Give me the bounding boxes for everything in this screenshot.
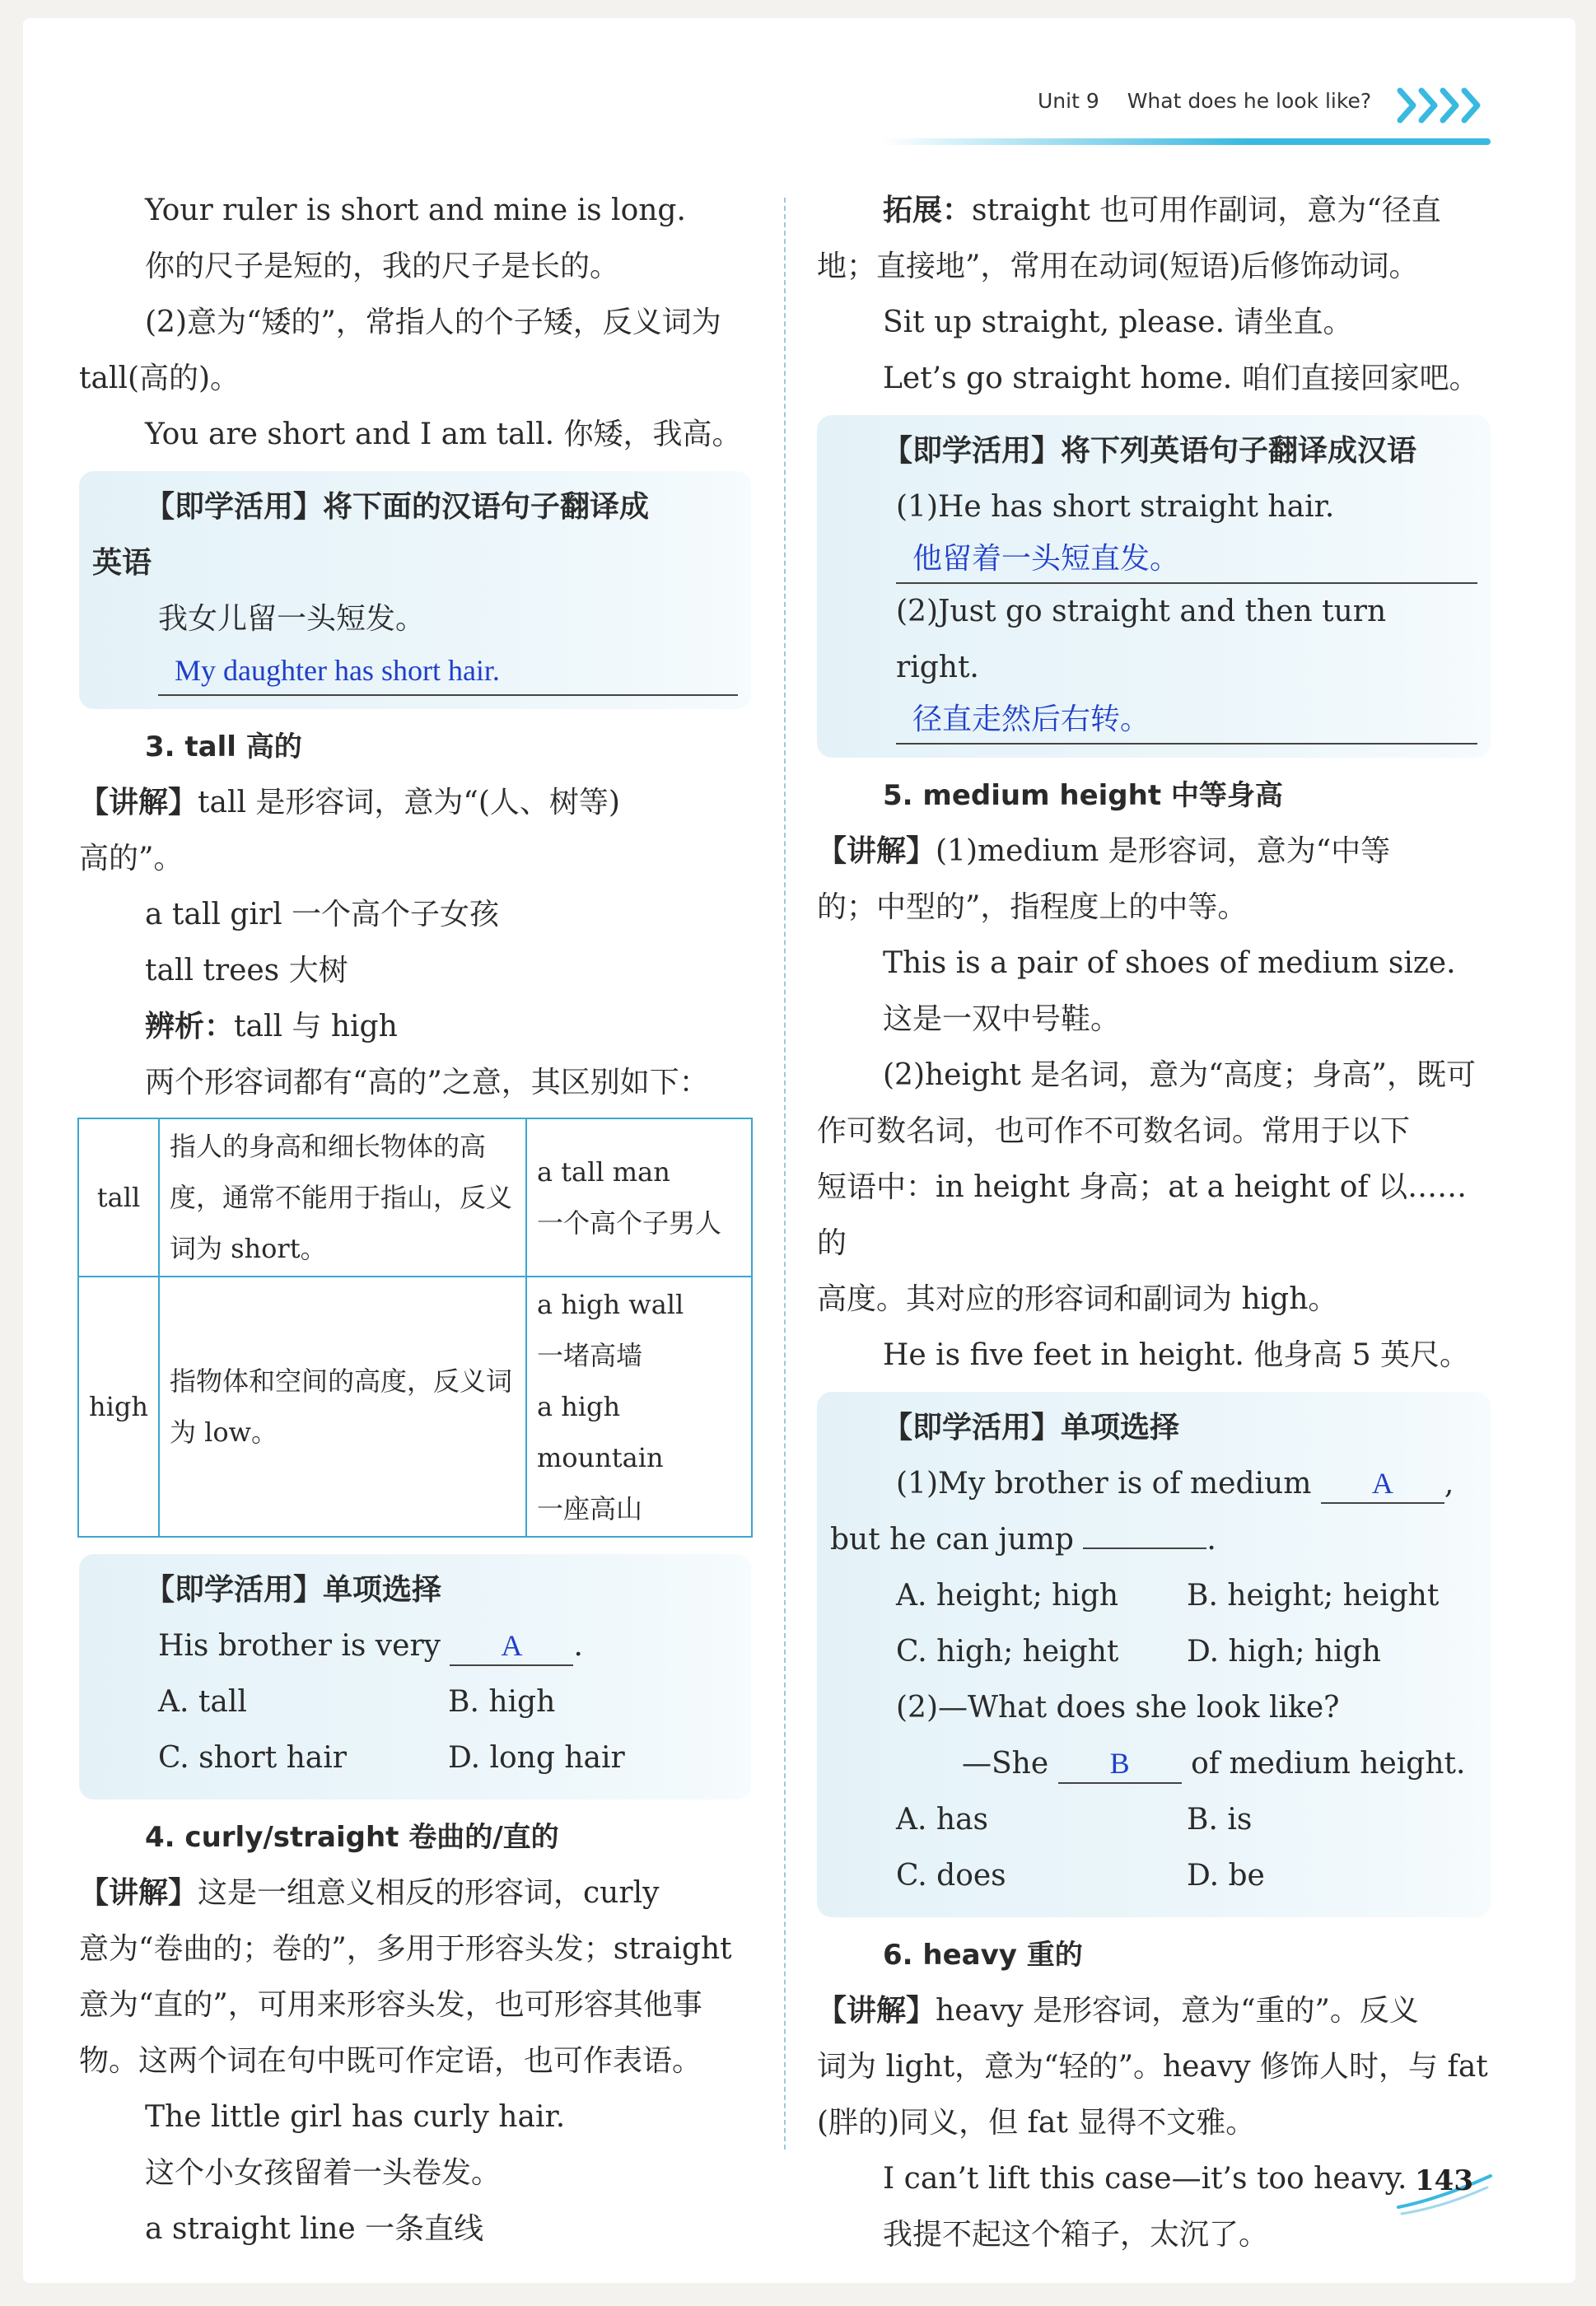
question-text: of medium height. [1191, 1747, 1466, 1781]
text-line [79, 999, 751, 1055]
option: B. height; height [1187, 1579, 1440, 1613]
text-line: 物。这两个词在句中既可作定语，也可作表语。 [79, 2044, 702, 2078]
answer-line [158, 647, 738, 696]
text-line: 词为 light，意为“轻的”。heavy 修饰人时，与 fat [817, 2050, 1488, 2084]
page-number: 143 [1415, 2164, 1473, 2197]
text-line [79, 775, 751, 831]
option: D. long hair [448, 1741, 625, 1775]
column-divider [784, 198, 786, 2150]
answer-text: My daughter has short hair. [175, 654, 500, 687]
text-line: (2)height 是名词，意为“高度；身高”，既可 [883, 1058, 1476, 1092]
text-line: (2)意为“矮的”，常指人的个子矮，反义词为 [145, 306, 721, 339]
question: (2)—What does she look like? [896, 1691, 1340, 1725]
option: B. high [448, 1685, 556, 1719]
example: 一堵高墙 [536, 1340, 642, 1371]
example: The little girl has curly hair. [145, 2100, 566, 2134]
question: His brother is very A . [92, 1618, 738, 1674]
label-analysis: 辨析： [145, 1010, 235, 1043]
example: 这是一双中号鞋。 [883, 1002, 1121, 1036]
example: tall trees 大树 [145, 954, 348, 987]
text-line: Your ruler is short and mine is long. [145, 194, 686, 227]
question: (1)My brother is of medium A , [830, 1456, 1477, 1512]
text-line: 作可数名词，也可作不可数名词。常用于以下 [817, 1114, 1411, 1148]
text-line: 你的尺子是短的，我的尺子是长的。 [145, 250, 620, 283]
text-line: 意为“直的”，可用来形容头发，也可形容其他事 [79, 1988, 702, 2022]
practice-box-choice [79, 1554, 751, 1800]
chevron-arrows-icon [1393, 81, 1492, 130]
left-column [79, 183, 751, 2257]
example: 一个高个子男人 [536, 1207, 721, 1239]
comparison-table [77, 1118, 753, 1538]
text-line: 高度。其对应的形容词和副词为 high。 [817, 1282, 1338, 1316]
question: (1)He has short straight hair. [896, 490, 1335, 524]
table-cell-word: tall [78, 1118, 159, 1277]
practice-box-translate [817, 415, 1491, 758]
option: C. does [896, 1859, 1006, 1893]
text-line [817, 824, 1491, 880]
question-text: —She [962, 1747, 1049, 1781]
table-cell-examples [526, 1277, 752, 1537]
table-cell-desc: 指人的身高和细长物体的高度，通常不能用于指山，反义词为 short。 [159, 1118, 526, 1277]
option: D. be [1187, 1859, 1265, 1893]
answer-line [896, 696, 1477, 745]
example: 我提不起这个箱子，太沉了。 [883, 2218, 1269, 2252]
question: (2)Just go straight and then turn right. [896, 595, 1387, 684]
section-title: 6. heavy 重的 [883, 1939, 1083, 1972]
option: A. height; high [896, 1579, 1119, 1613]
text-line [817, 1983, 1491, 2039]
practice-box-translate [79, 471, 751, 709]
option: C. short hair [158, 1741, 347, 1775]
example: a tall man [536, 1156, 670, 1188]
question-text: His brother is very [158, 1629, 441, 1663]
question-cont: but he can jump . [830, 1523, 1216, 1557]
answer-blank [450, 1627, 573, 1666]
answer-text: B [1109, 1747, 1130, 1780]
example: a straight line 一条直线 [145, 2212, 484, 2246]
box-title: 【即学活用】将下列英语句子翻译成汉语 [883, 434, 1417, 468]
answer-text: A [1371, 1467, 1393, 1500]
label-extension: 拓展： [883, 194, 973, 227]
label-explain: 【讲解】 [817, 1994, 936, 2028]
option: D. high; high [1187, 1635, 1381, 1669]
text-line: 意为“卷曲的；卷的”，多用于形容头发；straight [79, 1932, 732, 1966]
options [830, 1792, 1477, 1904]
text-line: 地；直接地”，常用在动词(短语)后修饰动词。 [817, 250, 1419, 283]
text-line: tall(高的)。 [79, 362, 240, 395]
table-cell-word: high [78, 1277, 159, 1537]
answer-text: 他留着一头短直发。 [912, 542, 1180, 575]
options [830, 1568, 1477, 1680]
text-line: You are short and I am tall. 你矮，我高。 [145, 418, 742, 451]
option: C. high; height [896, 1635, 1119, 1669]
section-title: 3. tall 高的 [145, 731, 302, 763]
example: 这个小女孩留着一头卷发。 [145, 2156, 502, 2190]
unit-label: Unit 9 [1038, 89, 1099, 113]
box-title: 【即学活用】将下面的汉语句子翻译成 [145, 490, 650, 524]
question-text: but he can jump [830, 1523, 1074, 1557]
answer-blank [1058, 1745, 1182, 1784]
example: Sit up straight, please. 请坐直。 [883, 306, 1353, 339]
question-cont [830, 1736, 1477, 1792]
text-line: (胖的)同义，但 fat 显得不文雅。 [817, 2106, 1256, 2140]
running-header [1038, 89, 1371, 113]
unit-title: What does he look like? [1127, 89, 1372, 113]
example: He is five feet in height. 他身高 5 英尺。 [883, 1338, 1470, 1372]
example: Let’s go straight home. 咱们直接回家吧。 [883, 362, 1479, 395]
text: tall 是形容词，意为“(人、树等) [198, 786, 620, 819]
example: This is a pair of shoes of medium size. [883, 946, 1456, 980]
question: 我女儿留一头短发。 [158, 602, 426, 636]
table-row [78, 1118, 752, 1277]
text: 这是一组意义相反的形容词，curly [198, 1876, 660, 1910]
text: tall 与 high [234, 1010, 398, 1043]
table-cell-examples [526, 1118, 752, 1277]
answer-text: 径直走然后右转。 [912, 703, 1150, 735]
header-rule [881, 138, 1491, 145]
text-line: 的；中型的”，指程度上的中等。 [817, 890, 1248, 924]
label-explain: 【讲解】 [79, 1876, 198, 1910]
text-line [79, 1865, 751, 1921]
options [92, 1674, 738, 1786]
right-column [817, 183, 1491, 2263]
text: straight 也可用作副词，意为“径直 [972, 194, 1441, 227]
answer-blank [1321, 1465, 1444, 1504]
answer-text: A [501, 1629, 523, 1662]
section-title: 5. medium height 中等身高 [883, 779, 1283, 812]
option: B. is [1187, 1803, 1253, 1837]
example: a tall girl 一个高个子女孩 [145, 898, 500, 931]
question-text: (1)My brother is of medium [896, 1467, 1312, 1501]
practice-box-choice [817, 1392, 1491, 1917]
label-explain: 【讲解】 [817, 834, 936, 868]
example: I can’t lift this case—it’s too heavy. [883, 2162, 1407, 2196]
option: A. tall [158, 1685, 247, 1719]
option: A. has [896, 1803, 989, 1837]
text-line: 两个形容词都有“高的”之意，其区别如下： [145, 1066, 709, 1099]
text-line [817, 183, 1491, 239]
text-line: 高的”。 [79, 842, 184, 875]
table-cell-desc: 指物体和空间的高度，反义词为 low。 [159, 1277, 526, 1537]
example: a high mountain [536, 1391, 664, 1473]
example: a high wall [536, 1289, 684, 1320]
box-title: 【即学活用】单项选择 [145, 1573, 442, 1607]
section-title: 4. curly/straight 卷曲的/直的 [145, 1821, 559, 1854]
text: (1)medium 是形容词，意为“中等 [936, 834, 1391, 868]
example: 一座高山 [536, 1493, 642, 1524]
text: heavy 是形容词，意为“重的”。反义 [936, 1994, 1419, 2028]
answer-blank [1083, 1547, 1206, 1549]
box-title-cont: 英语 [92, 546, 152, 580]
table-row [78, 1277, 752, 1537]
answer-line [896, 535, 1477, 584]
text-line: 短语中：in height 身高；at a height of 以……的 [817, 1170, 1468, 1260]
box-title: 【即学活用】单项选择 [883, 1411, 1180, 1445]
label-explain: 【讲解】 [79, 786, 198, 819]
